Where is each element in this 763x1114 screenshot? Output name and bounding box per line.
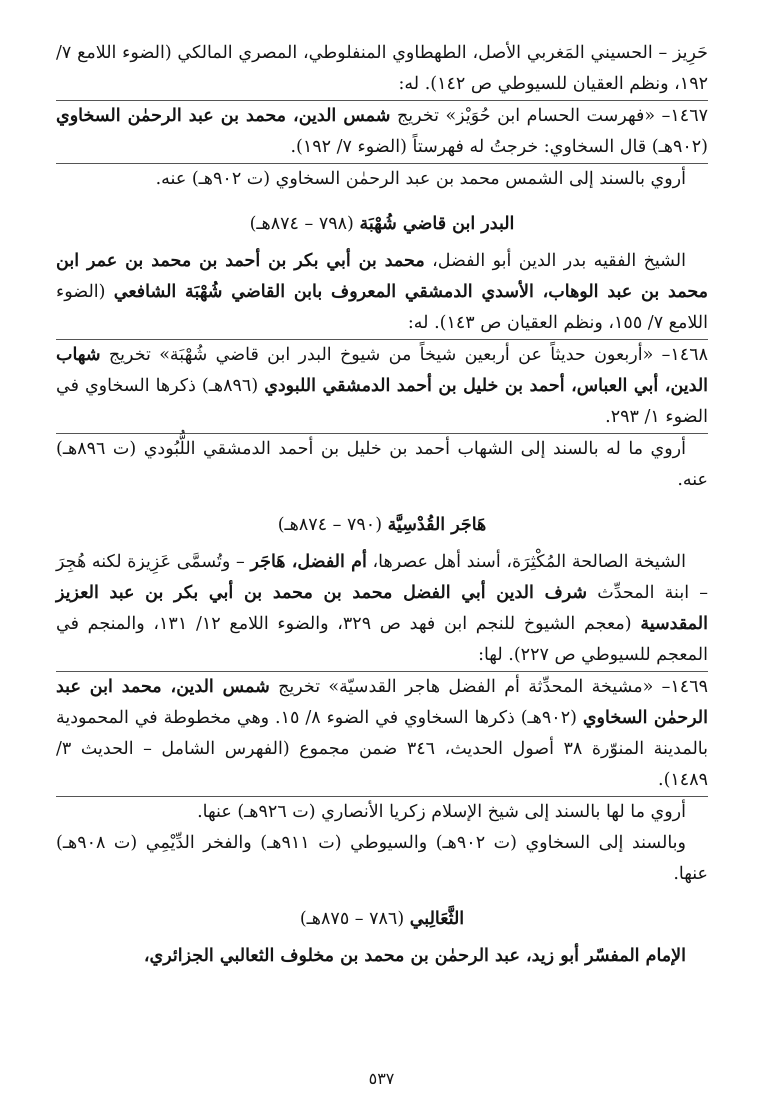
entry-text: (٨٩٦هـ) ذكرها السخاوي في الضوء ١/ ٢٩٣. xyxy=(56,376,708,427)
entry-text: (٩٠٢هـ) ذكرها السخاوي في الضوء ٨/ ١٥. وهي مخطوطة في المحمودية بالمدينة المنوّرة ٣٨ أصول الحديث، ٣٤٦ ضمن مجموع (الفهرس الشامل – الحديث ٣/ ١٤٨٩). xyxy=(56,708,709,790)
section-heading xyxy=(56,209,708,240)
heading-name: البدر ابن قاضي شُهْبَة xyxy=(359,214,515,234)
bio-text: – وتُسمَّى عَزِيزة لكنه هُجِرَ – ابنة المحدِّث xyxy=(56,552,708,603)
bio-text: الشيخة الصالحة المُكْثِرَة، أسند أهل عصرها، xyxy=(366,552,686,572)
bio-name: أم الفضل، هَاجَر xyxy=(250,552,367,572)
chain-paragraph: أروي ما لها بالسند إلى شيخ الإسلام زكريا الأنصاري (ت ٩٢٦هـ) عنها. xyxy=(197,802,686,822)
bio-text: (الضوء اللامع ٧/ ١٥٥، ونظم العقيان ص ١٤٣). له: xyxy=(56,282,708,333)
chain-paragraph: وبالسند إلى السخاوي (ت ٩٠٢هـ) والسيوطي (ت ٩١١هـ) والفخر الدِّيْمِي (ت ٩٠٨هـ) عنها. xyxy=(56,833,708,884)
entry-1468 xyxy=(56,339,708,434)
entry-text: (٩٠٢هـ) قال السخاوي: خرجتُ له فهرستاً (الضوء ٧/ ١٩٢). xyxy=(290,137,708,157)
bio-name: شرف الدين أبي الفضل محمد بن محمد بن أبي بكر بن عبد العزيز المقدسية xyxy=(56,583,708,634)
bio-name: الإمام المفسّر أبو زيد، عبد الرحمٰن بن محمد بن مخلوف الثعالبي الجزائري، xyxy=(143,946,686,966)
bio-paragraph xyxy=(56,246,708,339)
entry-author: شمس الدين، محمد ابن عبد الرحمٰن السخاوي xyxy=(56,677,708,728)
paragraph: حَرِيز – الحسيني المَغربي الأصل، الطهطاوي المنفلوطي، المصري المالكي (الضوء اللامع ٧/ ١٩٢، ونظم العقيان للسيوطي ص ١٤٢). له: xyxy=(56,43,708,94)
chain-paragraph: أروي بالسند إلى الشمس محمد بن عبد الرحمٰن السخاوي (ت ٩٠٢هـ) عنه. xyxy=(155,169,686,189)
heading-dates: (٧٨٦ – ٨٧٥هـ) xyxy=(299,909,410,929)
chain-paragraph: أروي ما له بالسند إلى الشهاب أحمد بن خليل بن أحمد الدمشقي اللُّبُودي (ت ٨٩٦هـ) عنه. xyxy=(56,439,708,490)
entry-1469 xyxy=(56,671,708,797)
heading-dates: (٧٩٨ – ٨٧٤هـ) xyxy=(249,214,360,234)
page-body xyxy=(56,38,708,972)
entry-text: ١٤٦٩– «مشيخة المحدِّثة أم الفضل هاجر القدسيّة» تخريج xyxy=(269,677,708,697)
page-number: ٥٣٧ xyxy=(368,1069,395,1088)
heading-name: الثَّعَالِبي xyxy=(409,909,465,929)
bio-text: (معجم الشيوخ للنجم ابن فهد ص ٣٢٩، والضوء اللامع ١٢/ ١٣١، والمنجم في المعجم للسيوطي ص ٢٢٧). لها: xyxy=(56,614,708,665)
bio-name: محمد بن أبي بكر بن أحمد بن محمد بن عمر ابن محمد بن عبد الوهاب، الأسدي الدمشقي المعروف بابن القاضي شُهْبَة الشافعي xyxy=(56,251,708,302)
bio-text: الشيخ الفقيه بدر الدين أبو الفضل، xyxy=(424,251,686,271)
heading-name: هَاجَر القُدْسِيَّة xyxy=(387,515,487,535)
entry-author: شمس الدين، محمد بن عبد الرحمٰن السخاوي xyxy=(56,106,391,126)
section-heading xyxy=(56,510,708,541)
entry-author: شهاب الدين، أبي العباس، أحمد بن خليل بن أحمد الدمشقي اللبودي xyxy=(56,345,709,396)
section-heading xyxy=(56,904,708,935)
bio-paragraph xyxy=(56,941,708,972)
entry-1467 xyxy=(56,100,708,164)
entry-text: ١٤٦٨– «أربعون حديثاً عن أربعين شيخاً من شيوخ البدر ابن قاضي شُهْبَة» تخريج xyxy=(100,345,708,365)
heading-dates: (٧٩٠ – ٨٧٤هـ) xyxy=(277,515,388,535)
entry-text: ١٤٦٧– «فهرست الحسام ابن حُوَيْز» تخريج xyxy=(390,106,708,126)
bio-paragraph xyxy=(56,547,708,671)
